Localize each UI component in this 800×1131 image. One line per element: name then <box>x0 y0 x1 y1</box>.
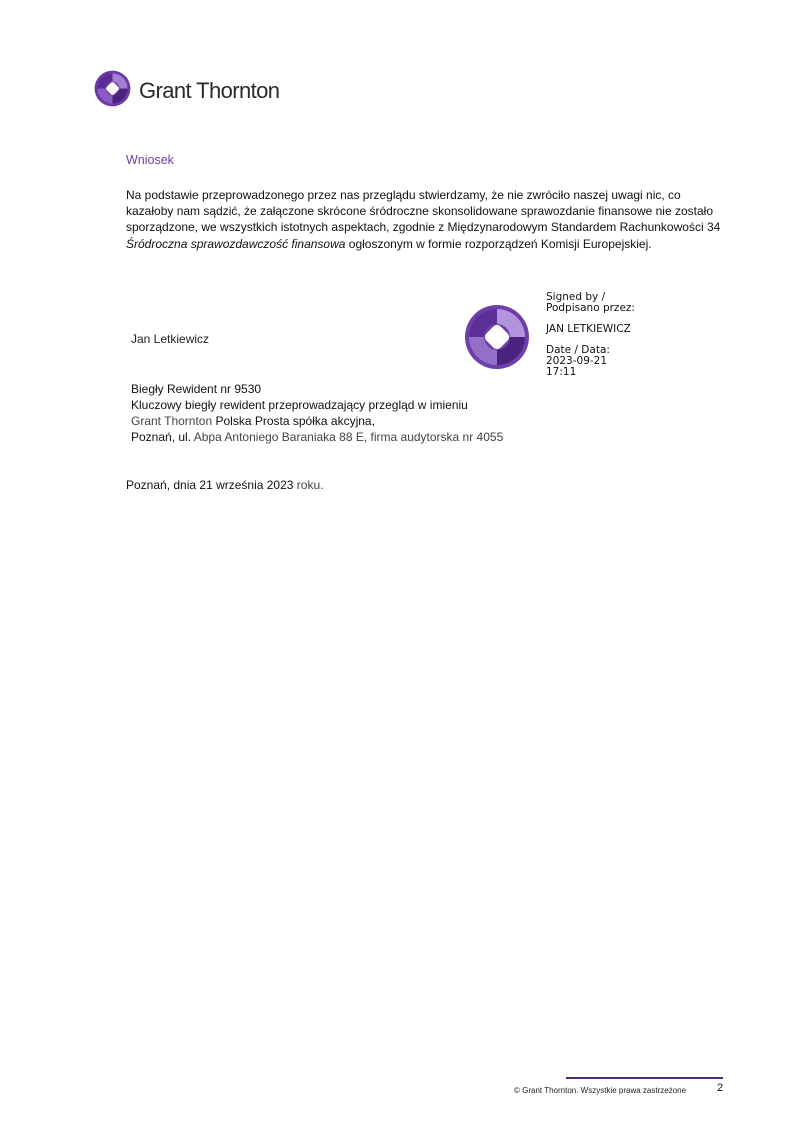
conclusion-paragraph <box>126 187 726 252</box>
digital-signature-block <box>546 292 635 378</box>
place-date-suffix: roku. <box>293 478 324 492</box>
footer-copyright: © Grant Thornton. Wszystkie prawa zastrzeżone <box>514 1086 687 1095</box>
date-value: 2023-09-21 <box>546 355 608 367</box>
paragraph-text-end: ogłoszonym w formie rozporządzeń Komisji Europejskiej. <box>345 236 652 251</box>
paragraph-text-start: Na podstawie przeprowadzonego przez nas przeglądu stwierdzamy, że nie zwróciło naszej uwagi nic, co kazałoby nam sądzić, że załączone skrócone śródroczne skonsolidowane sprawozdanie finansowe nie zostało sporządzone, we wszystkich istotnych aspektach, zgodnie z Międzynarodowym Standardem Rachunkowości 34 <box>126 188 721 235</box>
auditor-details <box>131 381 503 445</box>
grant-thornton-seal-icon <box>465 305 529 374</box>
company-logo <box>94 70 279 112</box>
grant-thornton-swirl-icon <box>94 70 131 112</box>
section-heading: Wniosek <box>126 153 174 167</box>
time-value: 17:11 <box>546 366 577 378</box>
address-city: Poznań, ul. <box>131 430 192 444</box>
firm-legal-form: Polska Prosta spółka akcyjna, <box>212 414 375 428</box>
page-number: 2 <box>717 1082 724 1094</box>
date-label: Date / Data: <box>546 344 610 356</box>
signed-by-label: Signed by / <box>546 291 606 303</box>
signed-by-value: JAN LETKIEWICZ <box>546 323 631 335</box>
place-date-text: Poznań, dnia 21 września 2023 <box>126 478 294 492</box>
auditor-firm <box>131 413 503 429</box>
standard-title: Śródroczna sprawozdawczość finansowa <box>126 236 346 251</box>
auditor-license: Biegły Rewident nr 9530 <box>131 382 262 396</box>
auditor-role: Kluczowy biegły rewident przeprowadzający przegląd w imieniu <box>131 398 468 412</box>
signed-by-label-pl: Podpisano przez: <box>546 302 635 314</box>
address-street: Abpa Antoniego Baraniaka 88 E, firma audytorska nr 4055 <box>191 430 504 444</box>
place-and-date <box>126 478 323 492</box>
signer-name: Jan Letkiewicz <box>131 332 210 346</box>
logo-wordmark: Grant Thornton <box>139 78 280 103</box>
footer-rule <box>566 1077 723 1079</box>
auditor-address <box>131 429 503 445</box>
firm-name: Grant Thornton <box>131 414 213 428</box>
